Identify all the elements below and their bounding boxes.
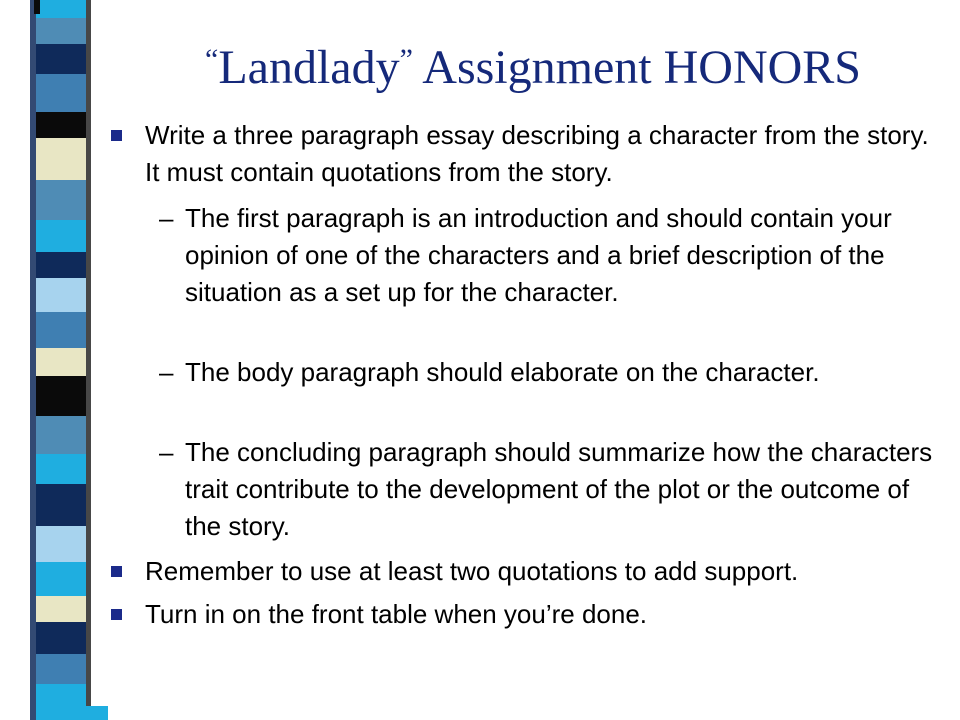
bullet-text: Remember to use at least two quotations to add support.	[145, 556, 799, 586]
bullet-text: Turn in on the front table when you’re done.	[145, 599, 648, 629]
sub-bullet-text: The first paragraph is an introduction and should contain your opinion of one of the characters and a brief description of the situation as a set up for the character.	[185, 203, 892, 307]
square-bullet-icon	[111, 566, 122, 577]
square-bullet-icon	[111, 609, 122, 620]
square-bullet-icon	[111, 130, 122, 141]
bullet-text: Write a three paragraph essay describing a character from the story. It must contain quotations from the story.	[145, 120, 929, 187]
title-open-quote: “	[205, 43, 219, 76]
dash-bullet-icon: –	[159, 203, 174, 233]
dash-bullet-icon: –	[159, 437, 174, 467]
title-rest: Assignment HONORS	[412, 41, 861, 94]
sub-bullet-text: The body paragraph should elaborate on the character.	[185, 357, 820, 387]
title-close-quote: ”	[399, 43, 413, 76]
bullet-item-1	[145, 117, 945, 191]
sub-bullet-item-2	[159, 354, 945, 391]
bullet-item-3	[145, 596, 945, 633]
title-word: Landlady	[218, 41, 400, 94]
sub-bullet-item-1	[159, 200, 945, 311]
sub-bullet-item-3	[159, 434, 945, 545]
dash-bullet-icon: –	[159, 357, 174, 387]
bullet-item-2	[145, 553, 945, 590]
sub-bullet-text: The concluding paragraph should summarize how the characters trait contribute to the development of the plot or the outcome of the story.	[185, 437, 933, 541]
